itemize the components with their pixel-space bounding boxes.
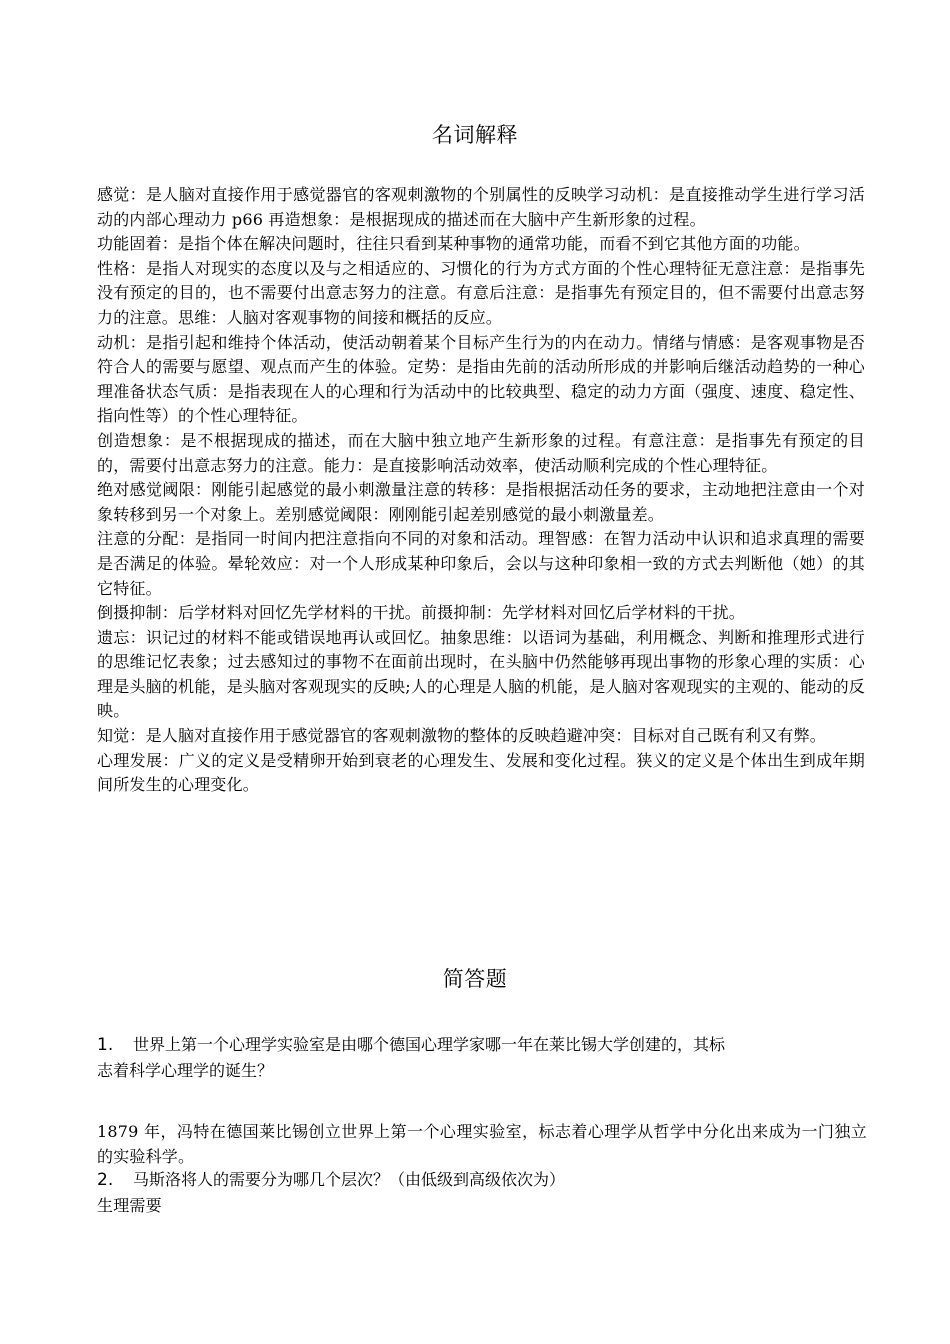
question-2-line [97, 1167, 867, 1193]
section-title-short-answer: 简答题 [442, 967, 508, 991]
definition-paragraph: 遗忘：识记过的材料不能或错误地再认或回忆。抽象思维：以语词为基础，利用概念、判断和推理形式进行的思维记忆表象；过去感知过的事物不在面前出现时，在头脑中仍然能够再现出事物的形象心理的实质：心理是头脑的机能，是头脑对客观现实的反映;人的心理是人脑的机能，是人脑对客观现实的主观的、能动的反映。 [97, 627, 865, 721]
definition-paragraph: 绝对感觉阈限：刚能引起感觉的最小刺激量注意的转移：是指根据活动任务的要求，主动地把注意由一个对象转移到另一个对象上。差别感觉阈限：刚刚能引起差别感觉的最小刺激量差。 [97, 480, 865, 524]
answer-2 [97, 1193, 867, 1218]
question-1 [97, 1032, 867, 1083]
definition-paragraph: 注意的分配：是指同一时间内把注意指向不同的对象和活动。理智感：在智力活动中认识和追求真理的需要是否满足的体验。晕轮效应：对一个人形成某种印象后，会以与这种印象相一致的方式去判断他（她）的其它特征。 [97, 529, 865, 598]
definition-paragraph: 创造想象：是不根据现成的描述，而在大脑中独立地产生新形象的过程。有意注意：是指事先有预定的目的，需要付出意志努力的注意。能力：是直接影响活动效率，使活动顺利完成的个性心理特征。 [97, 430, 865, 475]
definition-paragraph: 性格：是指人对现实的态度以及与之相适应的、习惯化的行为方式方面的个性心理特征无意注意：是指事先没有预定的目的，也不需要付出意志努力的注意。有意后注意：是指事先有预定目的，但不需要付出意志努力的注意。思维：人脑对客观事物的间接和概括的反应。 [97, 258, 865, 327]
section-title-glossary: 名词解释 [432, 123, 518, 147]
question-number: 2. [97, 1170, 114, 1190]
definition-paragraph: 倒摄抑制：后学材料对回忆先学材料的干扰。前摄抑制：先学材料对回忆后学材料的干扰。 [97, 603, 746, 623]
answer-1 [97, 1119, 867, 1169]
definition-paragraph: 感觉：是人脑对直接作用于感觉器官的客观刺激物的个别属性的反映学习动机：是直接推动学生进行学习活动的内部心理动力 p66 再造想象：是根据现成的描述而在大脑中产生新形象的过程。 [97, 185, 865, 229]
question-text: 马斯洛将人的需要分为哪几个层次？（由低级到高级依次为） [133, 1170, 566, 1189]
question-1-line-1 [97, 1032, 867, 1058]
definition-paragraph: 心理发展：广义的定义是受精卵开始到衰老的心理发生、发展和变化过程。狭义的定义是个体出生到成年期间所发生的心理变化。 [97, 750, 865, 795]
definition-paragraph: 动机：是指引起和维持个体活动，使活动朝着某个目标产生行为的内在动力。情绪与情感：是客观事物是否符合人的需要与愿望、观点而产生的体验。定势：是指由先前的活动所形成的并影响后继活动趋势的一种心理准备状态气质：是指表现在人的心理和行为活动中的比较典型、稳定的动力方面（强度、速度、稳定性、指向性等）的个性心理特征。 [97, 332, 865, 426]
question-2 [97, 1167, 867, 1193]
question-text: 世界上第一个心理学实验室是由哪个德国心理学家哪一年在莱比锡大学创建的，其标 [133, 1035, 726, 1054]
question-number: 1. [97, 1035, 114, 1055]
answer-text: 生理需要 [97, 1196, 162, 1215]
glossary-definitions [97, 183, 865, 798]
question-1-line-2: 志着科学心理学的诞生？ [97, 1061, 274, 1080]
definition-paragraph: 知觉：是人脑对直接作用于感觉器官的客观刺激物的整体的反映趋避冲突：目标对自己既有利又有弊。 [97, 726, 827, 746]
answer-text: 1879 年，冯特在德国莱比锡创立世界上第一个心理实验室，标志着心理学从哲学中分化出来成为一门独立的实验科学。 [97, 1122, 867, 1166]
definition-paragraph: 功能固着：是指个体在解决问题时，往往只看到某种事物的通常功能，而看不到它其他方面的功能。 [97, 234, 810, 254]
